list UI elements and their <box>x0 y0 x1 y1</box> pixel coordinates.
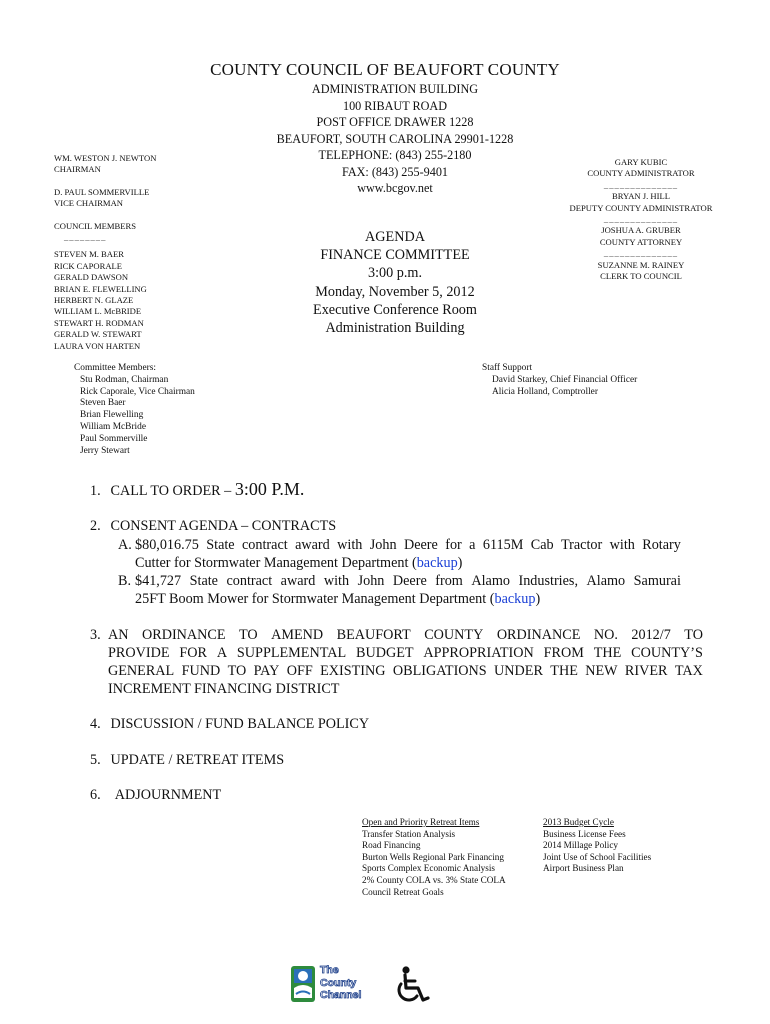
line-text: 25FT Boom Mower for Stormwater Management Department ( <box>135 591 495 607</box>
word: SUPPLEMENTAL <box>236 645 347 661</box>
word: COUNTY <box>424 627 484 643</box>
wheelchair-accessibility-icon <box>390 966 434 1011</box>
meeting-building: Administration Building <box>325 320 465 337</box>
item-number: 4. <box>90 716 101 732</box>
committee-label: Committee Members: <box>74 363 157 373</box>
word: a <box>469 537 476 553</box>
word: ORDINANCE <box>141 627 226 643</box>
word: $80,016.75 <box>135 537 199 553</box>
committee-member: William McBride <box>80 421 147 432</box>
word: FROM <box>543 645 584 661</box>
committee-name: FINANCE COMMITTEE <box>320 247 470 264</box>
word: Cab <box>530 537 554 553</box>
council-column <box>54 153 156 352</box>
word: Deere <box>392 573 427 589</box>
administrator-name: GARY KUBIC <box>614 157 668 167</box>
address-line: ADMINISTRATION BUILDING <box>311 82 479 96</box>
word: BEAUFORT <box>336 627 411 643</box>
retreat-items-list <box>362 817 506 898</box>
committee-member: Brian Flewelling <box>80 410 144 421</box>
item-number: 1. <box>90 483 101 499</box>
word: Samurai <box>633 573 681 589</box>
sub-item-b-line2 <box>135 590 540 608</box>
word: FUND <box>181 663 221 679</box>
word: TO <box>684 627 703 643</box>
logo-text: County <box>320 976 357 989</box>
word: OFF <box>286 663 313 679</box>
agenda-item-3-line1 <box>108 626 703 644</box>
word: NO. <box>593 627 618 643</box>
word: TO <box>239 627 258 643</box>
word: Deere <box>403 537 438 553</box>
committee-member: Jerry Stewart <box>80 445 130 456</box>
budget-item: Business License Fees <box>543 828 626 839</box>
item-text: UPDATE / RETREAT ITEMS <box>110 752 285 768</box>
address-line: BEAUFORT, SOUTH CAROLINA 29901-1228 <box>276 131 514 146</box>
meeting-room: Executive Conference Room <box>313 301 477 318</box>
word: APPROPRIATION <box>423 645 534 661</box>
separator: ______________ <box>603 214 679 225</box>
word: 2012/7 <box>631 627 671 643</box>
word: EXISTING <box>320 663 386 679</box>
council-member: BRIAN E. FLEWELLING <box>54 283 147 294</box>
budget-item: Airport Business Plan <box>543 863 624 874</box>
staff-support-member: David Starkey, Chief Financial Officer <box>492 374 638 385</box>
paren: ) <box>457 555 463 571</box>
word: with <box>609 537 635 553</box>
deputy-title: DEPUTY COUNTY ADMINISTRATOR <box>569 202 713 213</box>
word: PAY <box>253 663 280 679</box>
sub-item-b-line1 <box>135 572 681 590</box>
committee-member: Rick Caporale, Vice Chairman <box>80 386 195 397</box>
word: with <box>337 537 363 553</box>
item-number: 5. <box>90 752 101 768</box>
council-member: HERBERT N. GLAZE <box>54 295 134 306</box>
retreat-item: Road Financing <box>362 840 421 851</box>
line-text: Cutter for Stormwater Management Department ( <box>135 555 417 571</box>
agenda-label: AGENDA <box>365 229 425 245</box>
meeting-date: Monday, November 5, 2012 <box>315 283 475 300</box>
word: Alamo <box>586 573 626 589</box>
word: NEW <box>585 663 618 679</box>
agenda-item-2 <box>90 517 336 535</box>
item-text: DISCUSSION / FUND BALANCE POLICY <box>110 716 370 732</box>
word: A <box>216 645 228 661</box>
address-line: POST OFFICE DRAWER 1228 <box>316 115 474 129</box>
attorney-title: COUNTY ATTORNEY <box>599 236 683 247</box>
budget-item: Joint Use of School Facilities <box>543 851 652 862</box>
committee-member: Steven Baer <box>80 398 126 409</box>
committee-members <box>74 363 195 457</box>
council-member: STEVEN M. BAER <box>54 249 124 260</box>
separator: ______________ <box>603 248 679 259</box>
word: contract <box>242 537 288 553</box>
chair-title: CHAIRMAN <box>54 164 101 175</box>
council-member: LAURA VON HARTEN <box>54 340 141 351</box>
administrator-title: COUNTY ADMINISTRATOR <box>587 168 695 179</box>
word: contract <box>226 573 273 589</box>
council-member: GERALD DAWSON <box>54 272 129 283</box>
word: RIVER <box>624 663 668 679</box>
word: Industries, <box>518 573 578 589</box>
backup-link[interactable]: backup <box>494 591 536 607</box>
word: Rotary <box>642 537 681 553</box>
word: AN <box>108 627 129 643</box>
sub-item-a-line2 <box>135 554 462 572</box>
word: Tractor <box>560 537 603 553</box>
address-line: 100 RIBAUT ROAD <box>342 98 448 113</box>
word: AMEND <box>271 627 324 643</box>
item-number: 6. <box>90 787 101 803</box>
separator: ______________ <box>603 179 679 190</box>
website-line: www.bcgov.net <box>357 181 433 195</box>
retreat-items-heading: Open and Priority Retreat Items <box>362 817 480 827</box>
word: UNDER <box>494 663 543 679</box>
agenda-item-4 <box>90 715 369 733</box>
item-number: 2. <box>90 518 101 534</box>
retreat-item: Council Retreat Goals <box>362 886 444 897</box>
word: 6115M <box>482 537 524 553</box>
vice-chair-title: VICE CHAIRMAN <box>54 198 123 209</box>
agenda-item-6 <box>90 786 221 804</box>
deputy-name: BRYAN J. HILL <box>611 191 670 202</box>
word: OBLIGATIONS <box>392 663 487 679</box>
committee-member: Paul Sommerville <box>80 433 148 444</box>
sub-item-b-label: B. <box>118 573 132 589</box>
logo-text: The <box>320 964 339 976</box>
clerk-name: SUZANNE M. RAINEY <box>597 259 685 270</box>
retreat-item: 2% County COLA vs. 3% State COLA <box>362 874 506 885</box>
word: PROVIDE <box>108 645 170 661</box>
council-member: STEWART H. RODMAN <box>54 317 144 328</box>
word: GENERAL <box>108 663 175 679</box>
staff-support-label: Staff Support <box>482 363 533 373</box>
word: TO <box>227 663 247 679</box>
meeting-time: 3:00 p.m. <box>368 265 422 282</box>
word: State <box>206 537 235 553</box>
backup-link[interactable]: backup <box>416 555 458 571</box>
word: BUDGET <box>356 645 414 661</box>
agenda-item-3-number: 3. <box>90 627 101 643</box>
chair-name: WM. WESTON J. NEWTON <box>54 153 157 163</box>
separator: ________ <box>64 232 107 243</box>
attorney-name: JOSHUA A. GRUBER <box>601 225 681 236</box>
agenda-item-3-line4: INCREMENT FINANCING DISTRICT <box>108 681 340 697</box>
agenda-item-5 <box>90 751 284 769</box>
word: award <box>295 537 330 553</box>
item-text: ADJOURNMENT <box>114 787 222 803</box>
word: State <box>189 573 218 589</box>
agenda-item-3-line3 <box>108 662 703 680</box>
item-time: 3:00 P.M. <box>234 479 305 499</box>
county-channel-logo <box>290 964 366 1004</box>
word: THE <box>550 663 578 679</box>
staff-column <box>560 157 722 282</box>
vice-chair-name: D. PAUL SOMMERVILLE <box>54 186 150 197</box>
retreat-item: Burton Wells Regional Park Financing <box>362 851 504 862</box>
document-title: COUNTY COUNCIL OF BEAUFORT COUNTY <box>210 60 560 79</box>
council-members-label: COUNCIL MEMBERS <box>54 220 137 231</box>
word: John <box>369 537 397 553</box>
word: TAX <box>674 663 703 679</box>
sub-item-a-label: A. <box>118 537 132 553</box>
budget-cycle-list <box>543 817 651 875</box>
word: award <box>280 573 316 589</box>
word: John <box>357 573 385 589</box>
item-text: CONSENT AGENDA – CONTRACTS <box>110 518 337 534</box>
logo-text: Channel <box>320 989 362 1002</box>
word: from <box>435 573 463 589</box>
telephone-line: TELEPHONE: (843) 255-2180 <box>318 148 472 162</box>
clerk-title: CLERK TO COUNCIL <box>600 271 682 282</box>
word: $41,727 <box>135 573 182 589</box>
budget-item: 2014 Millage Policy <box>543 840 619 851</box>
committee-member: Stu Rodman, Chairman <box>80 374 169 385</box>
budget-cycle-heading: 2013 Budget Cycle <box>543 817 614 827</box>
fax-line: FAX: (843) 255-9401 <box>341 164 449 179</box>
retreat-item: Sports Complex Economic Analysis <box>362 863 495 874</box>
paren: ) <box>535 591 541 607</box>
word: with <box>323 573 350 589</box>
word: THE <box>593 645 622 661</box>
word: FOR <box>179 645 207 661</box>
agenda-item-3-line2 <box>108 644 703 662</box>
staff-support-member: Alicia Holland, Comptroller <box>492 386 598 397</box>
sub-item-a-line1 <box>135 536 681 554</box>
council-member: WILLIAM L. McBRIDE <box>54 306 142 317</box>
item-text: CALL TO ORDER – <box>110 483 235 499</box>
agenda-item-1 <box>90 480 304 500</box>
staff-support <box>482 363 637 398</box>
retreat-item: Transfer Station Analysis <box>362 828 456 839</box>
council-member: RICK CAPORALE <box>54 260 123 271</box>
word: Alamo <box>471 573 510 589</box>
word: ORDINANCE <box>496 627 581 643</box>
word: COUNTY’S <box>631 645 703 661</box>
word: for <box>445 537 462 553</box>
council-member: GERALD W. STEWART <box>54 329 142 340</box>
agenda-header <box>290 228 500 337</box>
